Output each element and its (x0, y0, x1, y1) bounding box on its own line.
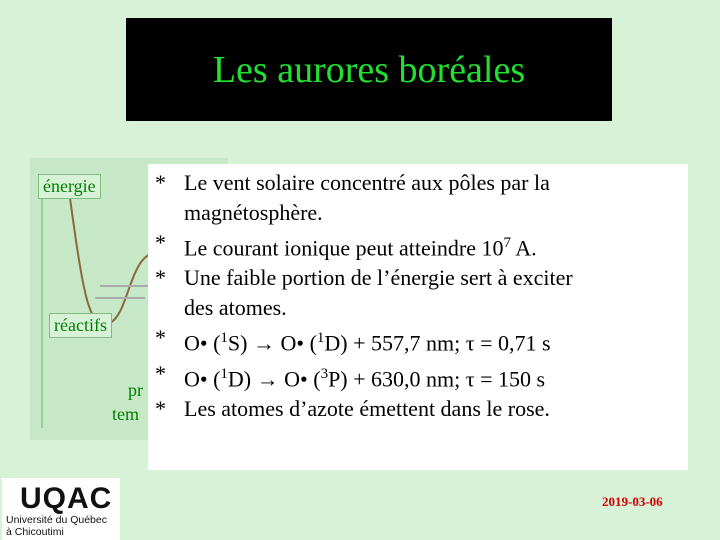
bullet-marker: * (155, 395, 166, 421)
time-axis-label: tem (112, 404, 139, 424)
bullet-item (155, 359, 695, 394)
bullet-marker: * (155, 170, 166, 195)
bullet-text: Le vent solaire concentré aux pôles par la (184, 170, 550, 195)
bullet-marker: * (155, 265, 166, 291)
bullet-item (155, 293, 695, 323)
logo-line2: à Chicoutimi (6, 526, 64, 538)
bullet-marker: * (155, 325, 166, 351)
bullet-marker: * (155, 360, 166, 386)
bullet-text: O• ($^1$D) → O• ($^3$P) + 630,0 nm; τ = 150 s (184, 365, 546, 391)
bullet-item (155, 168, 695, 198)
bullet-item (155, 323, 695, 358)
bullet-item (155, 263, 695, 293)
bullet-item (155, 198, 695, 228)
bullet-list (155, 168, 695, 424)
bullet-text: Le courant ionique peut atteindre $10^7$ A. (184, 235, 537, 261)
bullet-item (155, 228, 695, 263)
energy-axis-label: énergie (38, 174, 101, 199)
products-label: pr (128, 380, 143, 400)
bullet-text: Une faible portion de l’énergie sert à exciter (184, 265, 573, 291)
bullet-marker: * (155, 230, 166, 255)
bullet-text: O• ($^1$S) → O• ($^1$D) + 557,7 nm; τ = 0,71 s (184, 330, 551, 356)
title-bar (126, 18, 612, 121)
bullet-item (155, 394, 695, 424)
logo-line1: Université du Québec (6, 514, 107, 526)
reactants-label: réactifs (49, 313, 112, 338)
bullet-text: des atomes. (184, 295, 287, 321)
slide-title: Les aurores boréales (212, 48, 526, 91)
logo-name: UQAC (20, 482, 113, 515)
date: 2019-03-06 (602, 494, 663, 509)
bullet-text: magnétosphère. (184, 200, 323, 225)
bullet-text: Les atomes d’azote émettent dans le rose. (184, 395, 550, 421)
